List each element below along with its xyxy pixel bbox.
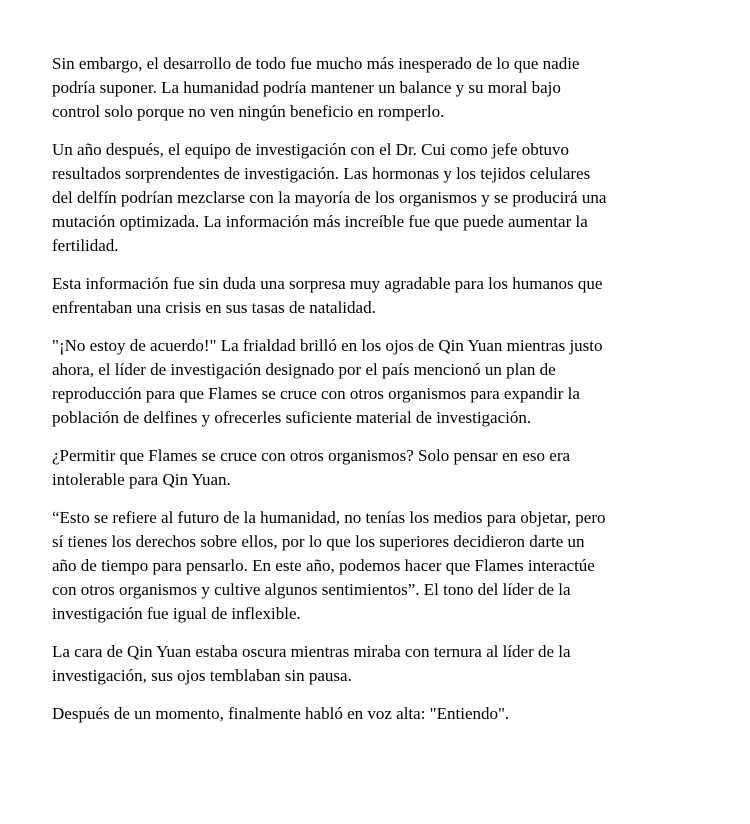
paragraph-7: La cara de Qin Yuan estaba oscura mientras miraba con ternura al líder de la investigación, sus ojos temblaban sin pausa.: [52, 642, 571, 685]
paragraph-6: “Esto se refiere al futuro de la humanidad, no tenías los medios para objetar, pero sí tienes los derechos sobre ellos, por lo que los superiores decidieron darte un año de tiempo para pensarlo. En este año, podemos hacer que Flames interactúe con otros organismos y cultive algunos sentimientos”. El tono del líder de la investigación fue igual de inflexible.: [52, 508, 606, 623]
paragraph-1: Sin embargo, el desarrollo de todo fue mucho más inesperado de lo que nadie podría suponer. La humanidad podría mantener un balance y su moral bajo control solo porque no ven ningún beneficio en romperlo.: [52, 54, 580, 121]
paragraph-3: Esta información fue sin duda una sorpresa muy agradable para los humanos que enfrentaban una crisis en sus tasas de natalidad.: [52, 274, 603, 317]
paragraph-5: ¿Permitir que Flames se cruce con otros organismos? Solo pensar en eso era intolerable para Qin Yuan.: [52, 446, 571, 489]
paragraph-2: Un año después, el equipo de investigación con el Dr. Cui como jefe obtuvo resultados sorprendentes de investigación. Las hormonas y los tejidos celulares del delfín podrían mezclarse con la mayoría de los organismos y se producirá una mutación optimizada. La información más increíble fue que puede aumentar la fertilidad.: [52, 140, 607, 255]
document-body: [52, 52, 712, 740]
paragraph-8: Después de un momento, finalmente habló en voz alta: "Entiendo".: [52, 704, 510, 723]
paragraph-4: "¡No estoy de acuerdo!" La frialdad brilló en los ojos de Qin Yuan mientras justo ahora, el líder de investigación designado por el país mencionó un plan de reproducción para que Flames se cruce con otros organismos para expandir la población de delfines y ofrecerles suficiente material de investigación.: [52, 336, 603, 427]
